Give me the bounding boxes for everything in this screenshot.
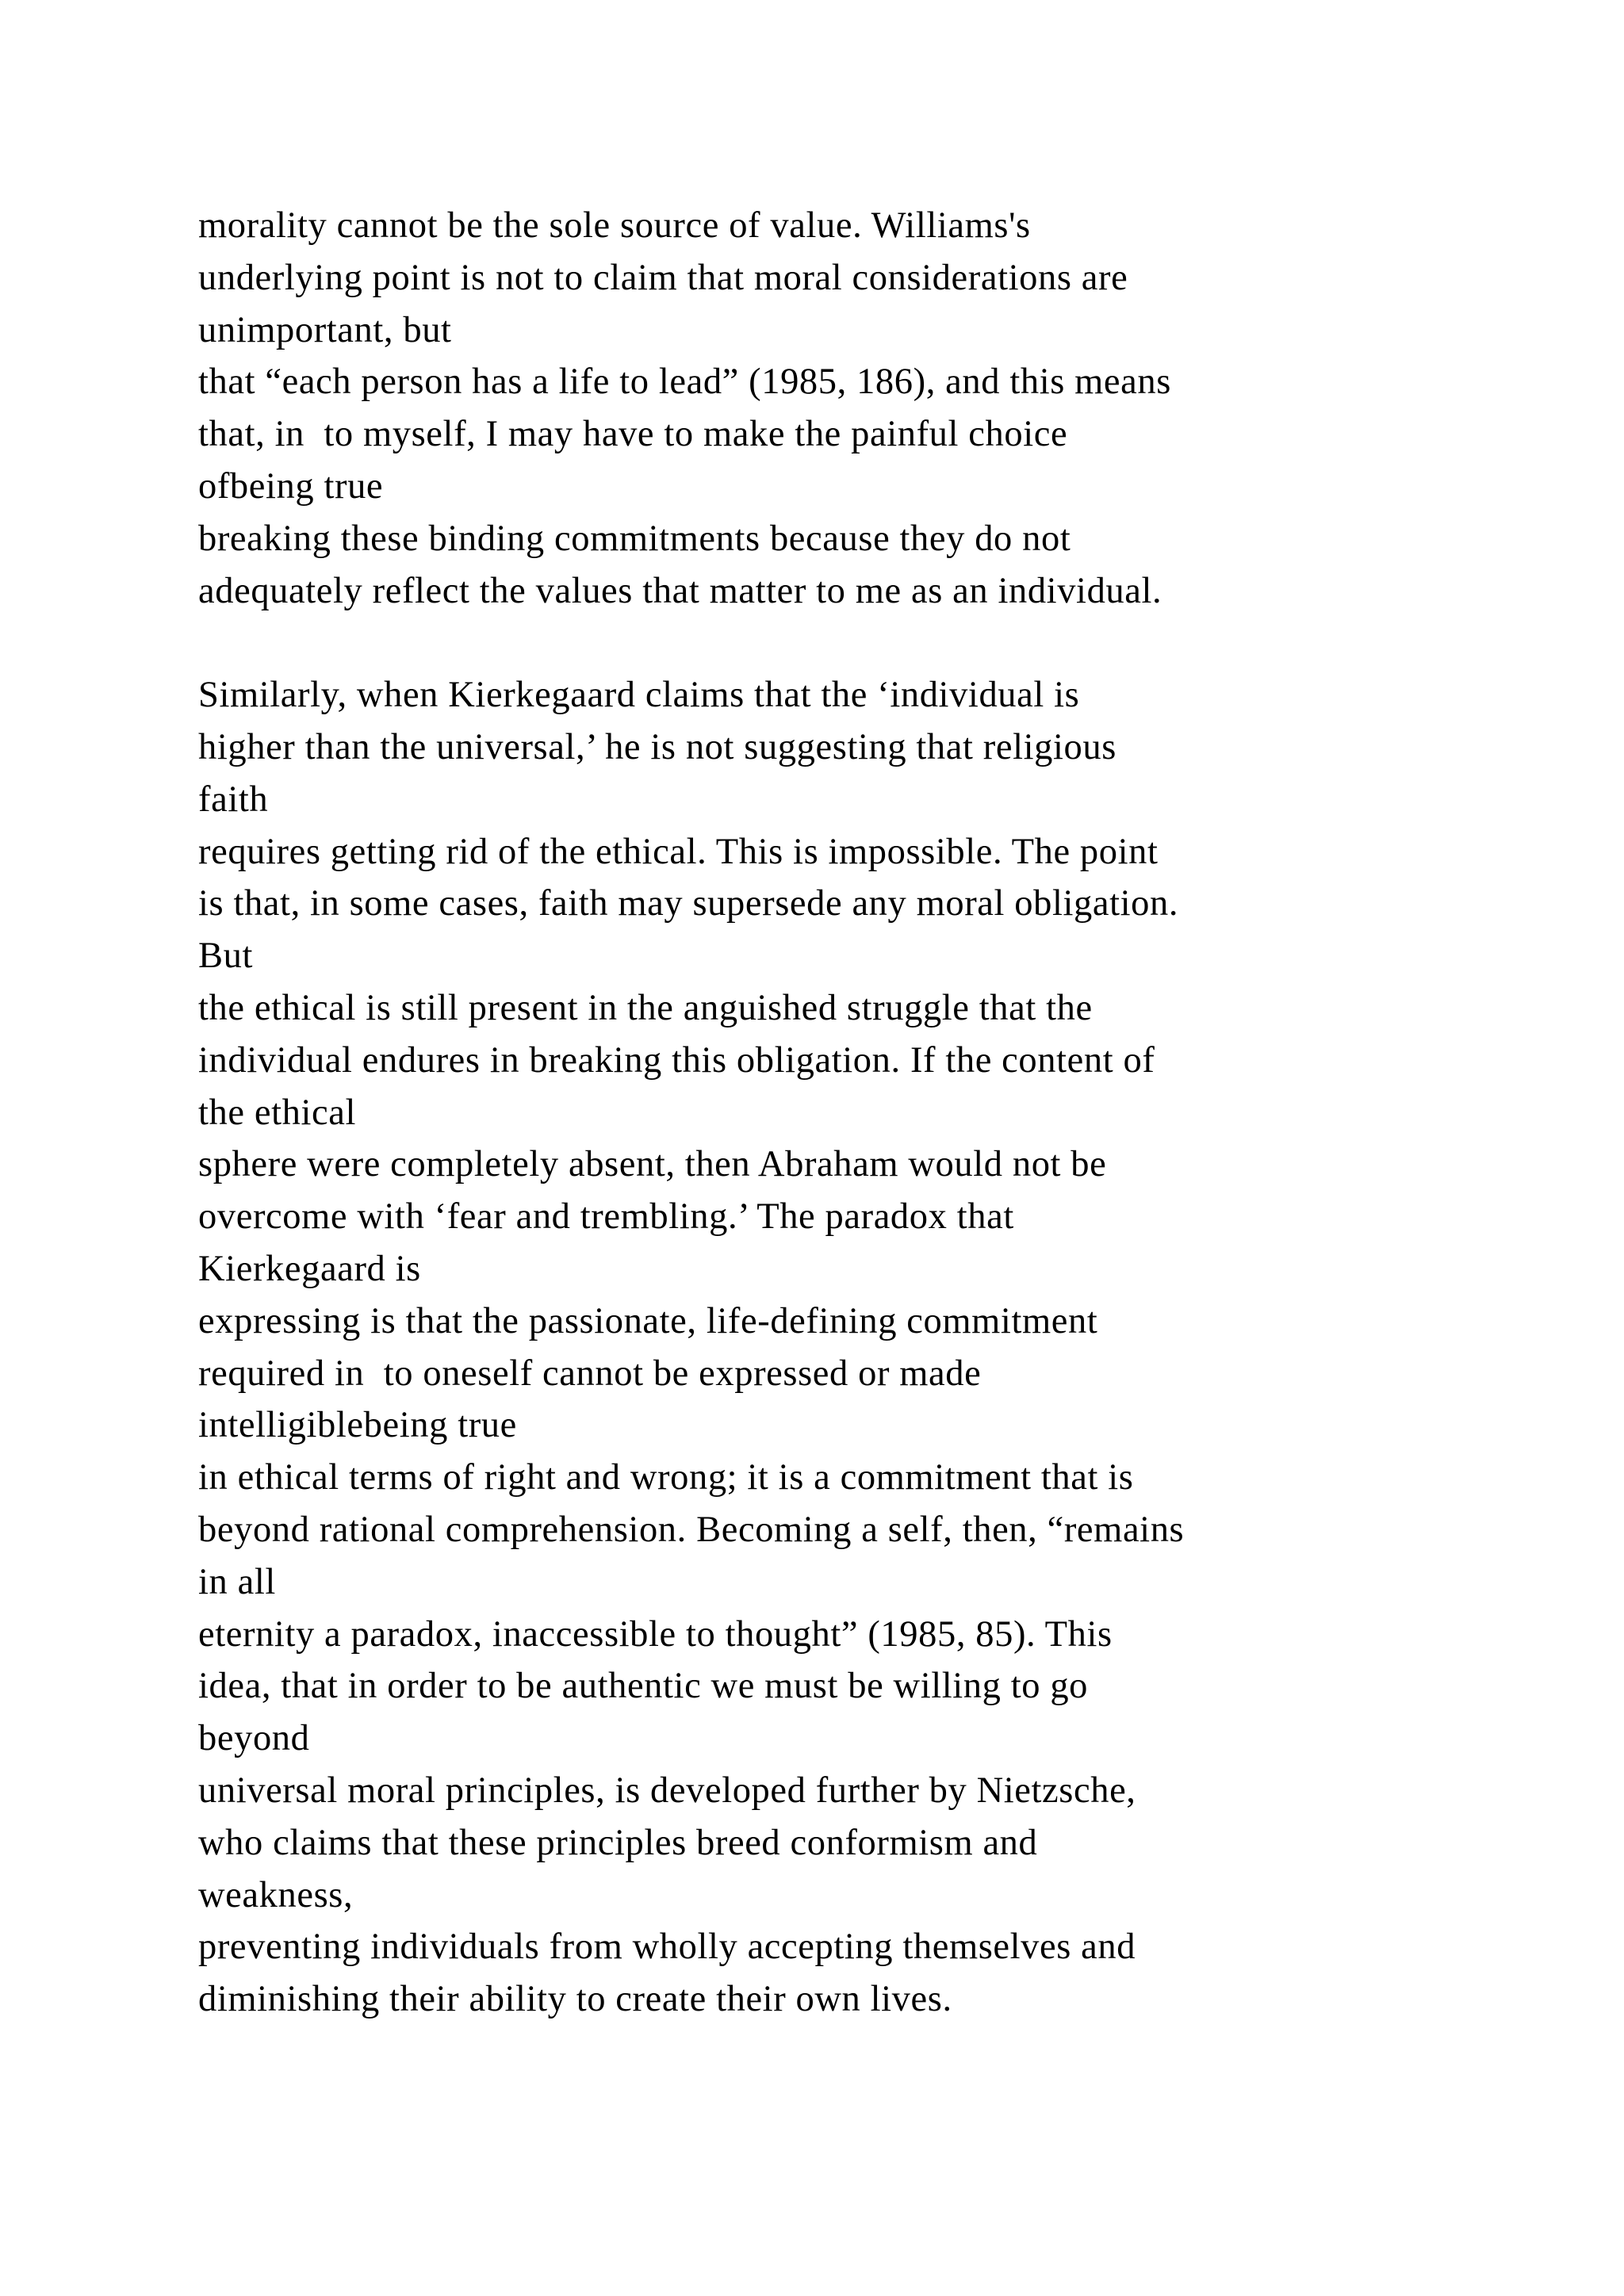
text-line: overcome with ‘fear and trembling.’ The paradox that	[198, 1196, 1014, 1238]
text-line: expressing is that the passionate, life-defining commitment	[198, 1300, 1098, 1341]
text-line: adequately reflect the values that matter to me as an individual.	[198, 570, 1162, 611]
text-line: that, in to myself, I may have to make the painful choice	[198, 414, 1068, 455]
text-line: required in to oneself cannot be expressed or made	[198, 1353, 982, 1394]
text-line: morality cannot be the sole source of value. Williams's	[198, 205, 1031, 246]
text-line: beyond	[198, 1718, 310, 1759]
text-line: Kierkegaard is	[198, 1248, 421, 1289]
text-line: beyond rational comprehension. Becoming a self, then, “remains	[198, 1509, 1185, 1550]
text-line: who claims that these principles breed conformism and	[198, 1822, 1038, 1863]
text-line: faith	[198, 779, 269, 820]
text-line: breaking these binding commitments because they do not	[198, 518, 1071, 559]
text-line: idea, that in order to be authentic we must be willing to go	[198, 1666, 1089, 1707]
text-line: unimportant, but	[198, 309, 452, 350]
text-line: Similarly, when Kierkegaard claims that the ‘individual is	[198, 675, 1080, 716]
text-line: the ethical is still present in the anguished struggle that the	[198, 987, 1093, 1028]
text-line: ofbeing true	[198, 465, 384, 507]
text-line: in all	[198, 1561, 276, 1602]
body-text	[198, 200, 1546, 2026]
text-line: But	[198, 936, 253, 977]
text-line: diminishing their ability to create their own lives.	[198, 1979, 952, 2020]
text-line: preventing individuals from wholly accepting themselves and	[198, 1927, 1136, 1968]
text-line: weakness,	[198, 1874, 354, 1915]
text-line: eternity a paradox, inaccessible to thought” (1985, 85). This	[198, 1613, 1113, 1655]
text-line: sphere were completely absent, then Abraham would not be	[198, 1144, 1107, 1185]
text-line: is that, in some cases, faith may supersede any moral obligation.	[198, 883, 1179, 924]
text-line: higher than the universal,’ he is not suggesting that religious	[198, 726, 1116, 767]
text-line: in ethical terms of right and wrong; it is a commitment that is	[198, 1457, 1134, 1498]
text-line: requires getting rid of the ethical. This is impossible. The point	[198, 831, 1159, 872]
text-line: underlying point is not to claim that moral considerations are	[198, 257, 1128, 298]
text-line: individual endures in breaking this obligation. If the content of	[198, 1039, 1155, 1081]
text-line: the ethical	[198, 1092, 356, 1133]
text-line: that “each person has a life to lead” (1985, 186), and this means	[198, 362, 1171, 403]
text-line: intelligiblebeing true	[198, 1405, 517, 1446]
paragraph-break	[198, 617, 1546, 669]
text-line: universal moral principles, is developed further by Nietzsche,	[198, 1770, 1136, 1811]
